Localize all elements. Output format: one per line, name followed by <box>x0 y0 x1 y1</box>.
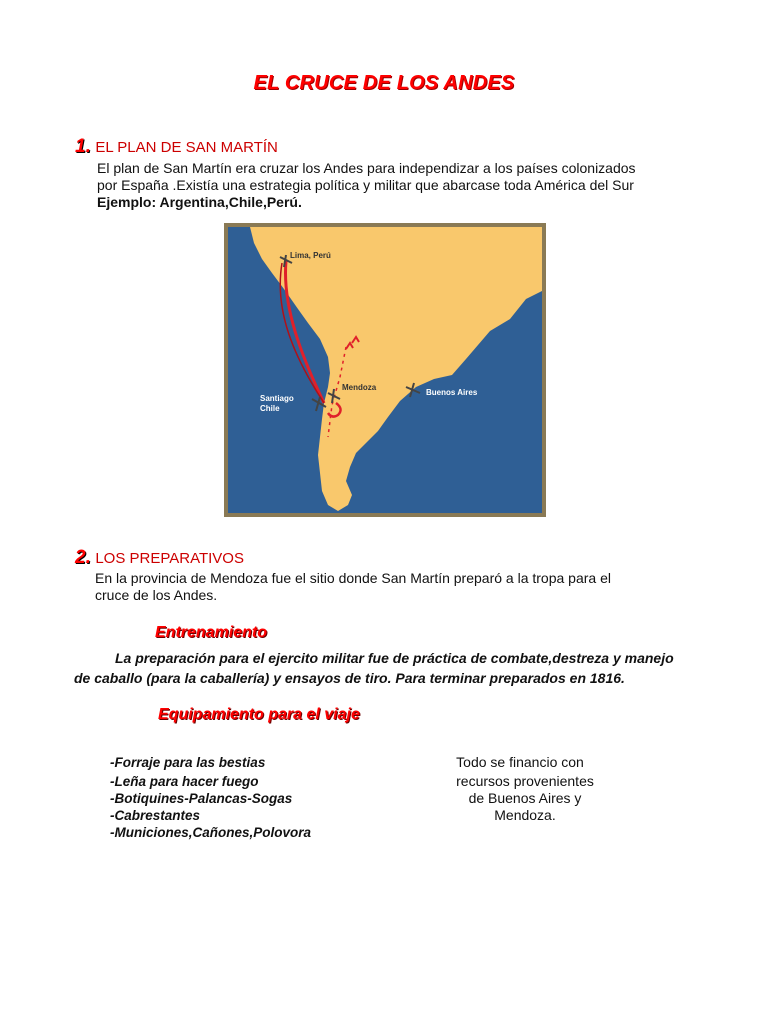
section-1-text <box>97 160 737 211</box>
section-2-line-1: En la provincia de Mendoza fue el sitio donde San Martín preparó a la tropa para el <box>95 570 611 586</box>
map-label-santiago: Santiago <box>260 394 294 403</box>
financing-note <box>425 754 625 824</box>
map-label-mendoza: Mendoza <box>342 383 377 392</box>
equipment-item: -Botiquines-Palancas-Sogas <box>110 791 293 806</box>
page-title: EL CRUCE DE LOS ANDES <box>253 72 515 94</box>
section-1-example: Ejemplo: Argentina,Chile,Perú. <box>97 194 302 210</box>
training-line-2: de caballo (para la caballería) y ensayos de tiro. Para terminar preparados en 1816. <box>74 670 625 686</box>
equipment-item: -Leña para hacer fuego <box>110 774 259 789</box>
section-2-title: LOS PREPARATIVOS <box>95 550 244 567</box>
equipment-heading: Equipamiento para el viaje <box>158 706 360 723</box>
map-label-lima: Lima, Perú <box>290 251 331 260</box>
section-2-heading <box>75 547 244 569</box>
financing-note-line: Todo se financio con <box>456 754 584 770</box>
financing-note-line: recursos provenientes <box>456 773 594 789</box>
training-text <box>74 648 754 688</box>
equipment-item: -Forraje para las bestias <box>110 755 266 770</box>
training-line-1: La preparación para el ejercito militar fue de práctica de combate,destreza y manejo <box>115 650 674 666</box>
equipment-list <box>110 754 410 841</box>
section-1-line-1: El plan de San Martín era cruzar los Andes para independizar a los países colonizados <box>97 160 636 176</box>
section-1-title: EL PLAN DE SAN MARTÍN <box>95 139 278 156</box>
financing-note-line: Mendoza. <box>494 807 556 823</box>
section-2-number: 2. <box>75 547 91 568</box>
section-1-line-2: por España .Existía una estrategia política y militar que abarcase toda América del Sur <box>97 177 634 193</box>
map-label-buenos-aires: Buenos Aires <box>426 388 478 397</box>
equipment-item: -Municiones,Cañones,Polovora <box>110 825 312 840</box>
section-2-text <box>95 570 735 604</box>
section-1-number: 1. <box>75 136 91 157</box>
map-image <box>224 223 546 517</box>
south-america-map <box>228 227 542 513</box>
equipment-item: -Cabrestantes <box>110 808 201 823</box>
section-2-line-2: cruce de los Andes. <box>95 587 218 603</box>
financing-note-line: de Buenos Aires y <box>468 790 582 806</box>
section-1-heading <box>75 136 278 158</box>
training-heading: Entrenamiento <box>155 624 268 641</box>
map-label-chile: Chile <box>260 404 280 413</box>
